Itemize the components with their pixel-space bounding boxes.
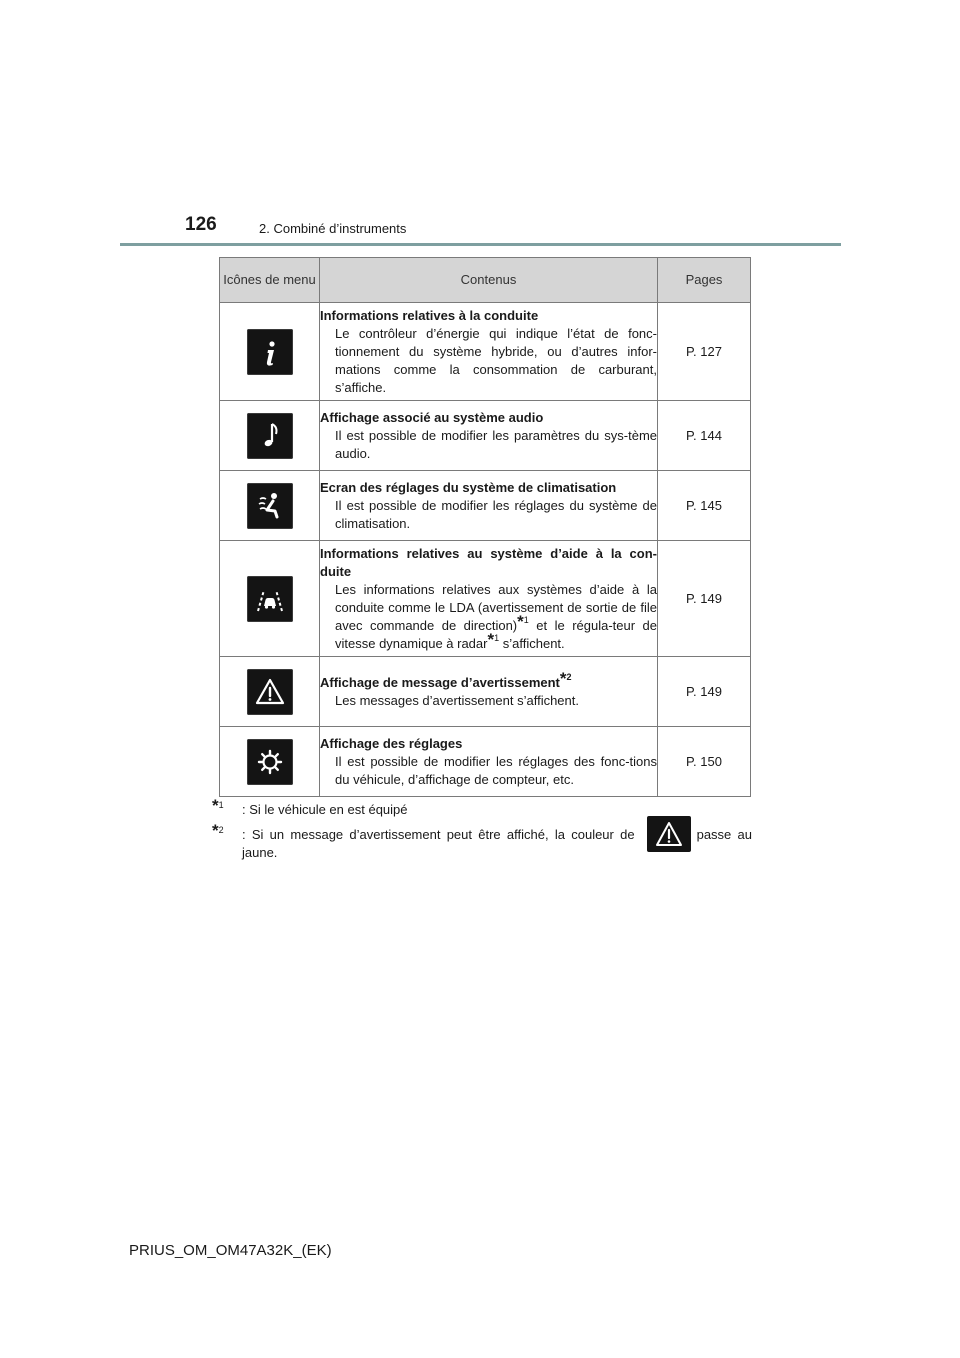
icon-cell xyxy=(220,401,320,471)
content-description: Il est possible de modifier les paramètres du sys-tème audio. xyxy=(335,427,657,461)
footnote-ref-1: 1 xyxy=(523,615,529,626)
page-reference: P. 150 xyxy=(658,727,751,797)
footnote-marker: *$^1$ xyxy=(212,796,224,815)
warning-icon xyxy=(247,669,293,715)
content-title: Informations relatives au système d’aide à la con-duite xyxy=(320,545,657,579)
content-cell xyxy=(320,541,658,657)
content-cell xyxy=(320,657,658,727)
desc-part: Les informations relatives aux systèmes d’aide à la conduite comme le LDA (avertissement de sortie de file avec commande de direction) xyxy=(335,581,657,633)
page-number: 126 xyxy=(185,214,217,235)
footnote-ref-1: 1 xyxy=(494,633,500,644)
content-description: Il est possible de modifier les réglages des fonc-tions du véhicule, d’affichage de compteur, etc. xyxy=(335,753,657,787)
footnote-ref-2: 2 xyxy=(566,672,572,683)
content-cell xyxy=(320,471,658,541)
content-cell xyxy=(320,401,658,471)
header-icons: Icônes de menu xyxy=(220,258,320,303)
header-rule xyxy=(120,243,841,246)
table-row xyxy=(220,471,751,541)
table-row xyxy=(220,303,751,401)
music-note-icon xyxy=(247,413,293,459)
content-title: Affichage des réglages xyxy=(320,735,463,751)
footnote-text: : Si le véhicule en est équipé xyxy=(242,802,408,817)
document-code: PRIUS_OM_OM47A32K_(EK) xyxy=(129,1242,332,1259)
page-reference: P. 149 xyxy=(658,657,751,727)
icon-cell xyxy=(220,727,320,797)
section-title: 2. Combiné d’instruments xyxy=(259,221,407,236)
content-title: Affichage associé au système audio xyxy=(320,409,544,425)
table-header-row xyxy=(220,258,751,303)
table-row xyxy=(220,541,751,657)
info-icon xyxy=(247,329,293,375)
icon-cell xyxy=(220,541,320,657)
footnote-star: * xyxy=(517,611,524,631)
warning-icon xyxy=(647,816,691,852)
page-reference: P. 127 xyxy=(658,303,751,401)
icon-cell xyxy=(220,471,320,541)
content-cell xyxy=(320,303,658,401)
climate-icon xyxy=(247,483,293,529)
menu-icons-table xyxy=(219,257,751,797)
desc-part: s’affichent. xyxy=(499,635,565,651)
icon-cell xyxy=(220,303,320,401)
page-reference: P. 145 xyxy=(658,471,751,541)
footnote-2 xyxy=(212,821,753,860)
content-title: Ecran des réglages du système de climatisation xyxy=(320,479,617,495)
footnote-marker: *$^2$ xyxy=(212,821,224,840)
gear-icon xyxy=(247,739,293,785)
header-pages: Pages xyxy=(658,258,751,303)
content-description xyxy=(320,581,657,653)
content-title: Informations relatives à la conduite xyxy=(320,307,539,323)
driving-assist-icon xyxy=(247,576,293,622)
page-reference: P. 149 xyxy=(658,541,751,657)
content-description: Le contrôleur d’énergie qui indique l’état de fonc-tionnement du système hybride, ou d’autres infor-mations comme la consommation de carburant, s’affiche. xyxy=(335,325,657,395)
footnote-text: : Si un message d’avertissement peut être affiché, la couleur de passe au jaune. xyxy=(242,827,753,860)
footnote-star: * xyxy=(559,668,567,688)
page-reference: P. 144 xyxy=(658,401,751,471)
icon-cell xyxy=(220,657,320,727)
content-description: Il est possible de modifier les réglages du système de climatisation. xyxy=(335,497,657,531)
content-title: Affichage de message d’avertissement*$^2$ xyxy=(320,668,572,690)
table-row xyxy=(220,727,751,797)
desc-part: et le régula-teur de vitesse dynamique à radar xyxy=(335,617,658,651)
header-contents: Contenus xyxy=(320,258,658,303)
table-row xyxy=(220,657,751,727)
content-description: Les messages d’avertissement s’affichent. xyxy=(335,692,579,708)
footnote-star: * xyxy=(487,629,495,649)
content-cell xyxy=(320,727,658,797)
table-row xyxy=(220,401,751,471)
